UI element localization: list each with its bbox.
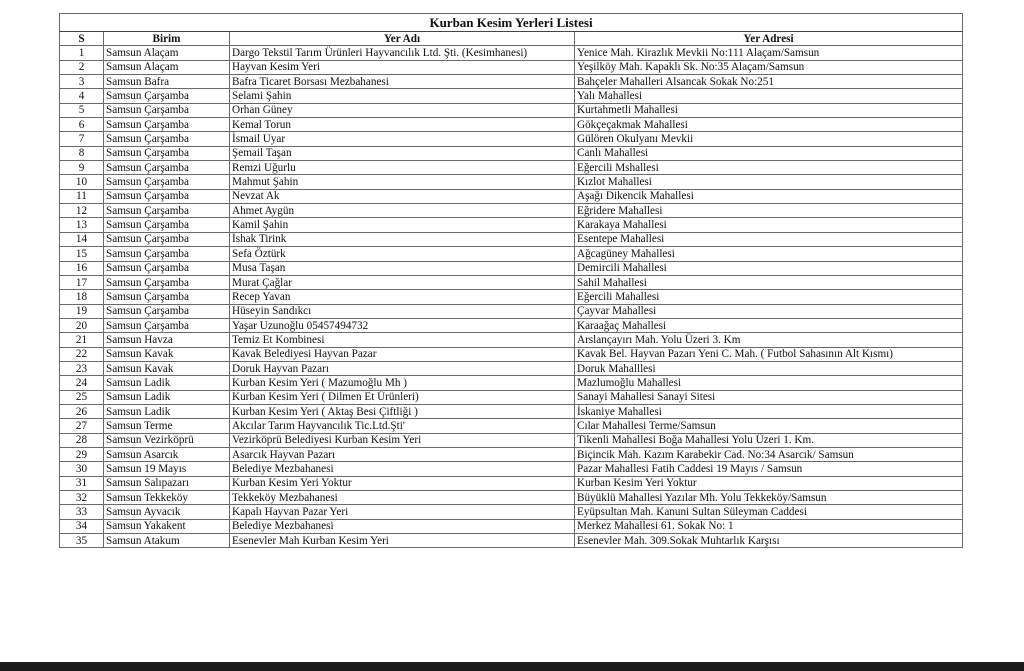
header-place-name: Yer Adı [230, 32, 575, 46]
row-unit: Samsun Bafra [104, 75, 230, 89]
row-place-name: Murat Çağlar [230, 275, 575, 289]
row-number: 14 [60, 232, 104, 246]
row-number: 15 [60, 247, 104, 261]
row-unit: Samsun Tekkeköy [104, 491, 230, 505]
row-number: 21 [60, 333, 104, 347]
row-unit: Samsun Çarşamba [104, 261, 230, 275]
row-place-address: Aşağı Dikencik Mahallesi [575, 189, 963, 203]
row-number: 22 [60, 347, 104, 361]
row-place-name: Bafra Ticaret Borsası Mezbahanesi [230, 75, 575, 89]
table-row [60, 462, 963, 476]
row-number: 13 [60, 218, 104, 232]
row-place-address: Merkez Mahallesi 61. Sokak No: 1 [575, 519, 963, 533]
table-row [60, 261, 963, 275]
table-row [60, 175, 963, 189]
row-place-name: Doruk Hayvan Pazarı [230, 361, 575, 375]
row-place-name: Hayvan Kesim Yeri [230, 60, 575, 74]
row-place-name: Kurban Kesim Yeri ( Mazumoğlu Mh ) [230, 376, 575, 390]
row-place-address: Eyüpsultan Mah. Kanuni Sultan Süleyman Caddesi [575, 505, 963, 519]
row-unit: Samsun Çarşamba [104, 218, 230, 232]
row-place-name: Mahmut Şahin [230, 175, 575, 189]
header-unit: Birim [104, 32, 230, 46]
row-place-address: Büyüklü Mahallesi Yazılar Mh. Yolu Tekkeköy/Samsun [575, 491, 963, 505]
row-unit: Samsun Yakakent [104, 519, 230, 533]
row-place-address: Kurtahmetli Mahallesi [575, 103, 963, 117]
row-unit: Samsun Alaçam [104, 60, 230, 74]
row-place-address: Kızlot Mahallesi [575, 175, 963, 189]
row-place-address: Gülören Okulyanı Mevkii [575, 132, 963, 146]
row-place-name: Musa Taşan [230, 261, 575, 275]
header-place-address: Yer Adresi [575, 32, 963, 46]
row-number: 19 [60, 304, 104, 318]
row-unit: Samsun Ladik [104, 404, 230, 418]
row-place-address: Eğridere Mahallesi [575, 204, 963, 218]
table-row [60, 318, 963, 332]
row-place-name: Akcılar Tarım Hayvancılık Tic.Ltd.Şti' [230, 419, 575, 433]
row-place-address: Bahçeler Mahalleri Alsancak Sokak No:251 [575, 75, 963, 89]
row-number: 7 [60, 132, 104, 146]
row-unit: Samsun Çarşamba [104, 118, 230, 132]
row-place-address: Mazlumoğlu Mahallesi [575, 376, 963, 390]
row-place-name: İsmail Uyar [230, 132, 575, 146]
row-place-name: Kurban Kesim Yeri ( Aktaş Besi Çiftliği ) [230, 404, 575, 418]
row-place-name: Orhan Güney [230, 103, 575, 117]
table-row [60, 347, 963, 361]
row-unit: Samsun Çarşamba [104, 318, 230, 332]
row-place-name: Kapalı Hayvan Pazar Yeri [230, 505, 575, 519]
row-unit: Samsun Atakum [104, 534, 230, 548]
row-number: 34 [60, 519, 104, 533]
row-place-address: Canlı Mahallesi [575, 146, 963, 160]
row-number: 32 [60, 491, 104, 505]
table-row [60, 476, 963, 490]
bottom-frame [0, 662, 1024, 671]
row-number: 27 [60, 419, 104, 433]
row-place-address: Yenice Mah. Kirazlık Mevkii No:111 Alaçam/Samsun [575, 46, 963, 60]
row-place-address: Yalı Mahallesi [575, 89, 963, 103]
row-place-name: Kurban Kesim Yeri Yoktur [230, 476, 575, 490]
row-number: 35 [60, 534, 104, 548]
row-unit: Samsun Ayvacık [104, 505, 230, 519]
table-row [60, 204, 963, 218]
row-unit: Samsun Terme [104, 419, 230, 433]
table-row [60, 146, 963, 160]
title-row [60, 14, 963, 32]
row-place-name: Nevzat Ak [230, 189, 575, 203]
row-number: 9 [60, 161, 104, 175]
table-row [60, 361, 963, 375]
row-place-name: Kamil Şahin [230, 218, 575, 232]
row-number: 3 [60, 75, 104, 89]
row-place-address: Demircili Mahallesi [575, 261, 963, 275]
table-row [60, 218, 963, 232]
row-place-address: Sanayi Mahallesi Sanayi Sitesi [575, 390, 963, 404]
row-unit: Samsun Çarşamba [104, 132, 230, 146]
row-place-address: Yeşilköy Mah. Kapaklı Sk. No:35 Alaçam/Samsun [575, 60, 963, 74]
row-number: 17 [60, 275, 104, 289]
row-place-name: Belediye Mezbahanesi [230, 519, 575, 533]
row-place-address: Karaağaç Mahallesi [575, 318, 963, 332]
row-number: 29 [60, 447, 104, 461]
row-place-name: Tekkeköy Mezbahanesi [230, 491, 575, 505]
row-unit: Samsun Çarşamba [104, 175, 230, 189]
row-number: 12 [60, 204, 104, 218]
row-unit: Samsun Çarşamba [104, 146, 230, 160]
row-unit: Samsun Asarcık [104, 447, 230, 461]
row-unit: Samsun Ladik [104, 376, 230, 390]
row-place-name: Ahmet Aygün [230, 204, 575, 218]
row-number: 18 [60, 290, 104, 304]
table-row [60, 333, 963, 347]
table-row [60, 519, 963, 533]
row-unit: Samsun Havza [104, 333, 230, 347]
row-unit: Samsun Çarşamba [104, 103, 230, 117]
row-place-address: Esenevler Mah. 309.Sokak Muhtarlık Karşısı [575, 534, 963, 548]
row-place-name: Belediye Mezbahanesi [230, 462, 575, 476]
row-number: 24 [60, 376, 104, 390]
row-unit: Samsun Çarşamba [104, 232, 230, 246]
table-row [60, 275, 963, 289]
row-number: 20 [60, 318, 104, 332]
row-place-name: Asarcık Hayvan Pazarı [230, 447, 575, 461]
row-unit: Samsun Çarşamba [104, 275, 230, 289]
row-place-address: Cılar Mahallesi Terme/Samsun [575, 419, 963, 433]
table-row [60, 247, 963, 261]
table-body [60, 46, 963, 548]
header-no: S [60, 32, 104, 46]
row-number: 23 [60, 361, 104, 375]
row-place-address: Pazar Mahallesi Fatih Caddesi 19 Mayıs / Samsun [575, 462, 963, 476]
row-place-address: Arslançayırı Mah. Yolu Üzeri 3. Km [575, 333, 963, 347]
table-row [60, 404, 963, 418]
row-unit: Samsun Çarşamba [104, 204, 230, 218]
slaughter-locations-table [59, 13, 963, 548]
row-unit: Samsun Çarşamba [104, 304, 230, 318]
row-place-address: Ağcagüney Mahallesi [575, 247, 963, 261]
row-place-address: Eğercili Mshallesi [575, 161, 963, 175]
row-unit: Samsun Kavak [104, 347, 230, 361]
row-unit: Samsun Çarşamba [104, 189, 230, 203]
row-place-address: Kurban Kesim Yeri Yoktur [575, 476, 963, 490]
table-row [60, 433, 963, 447]
row-unit: Samsun Çarşamba [104, 290, 230, 304]
row-number: 33 [60, 505, 104, 519]
row-place-address: Gökçeçakmak Mahallesi [575, 118, 963, 132]
header-row [60, 32, 963, 46]
row-place-address: Doruk Mahalllesi [575, 361, 963, 375]
table-row [60, 189, 963, 203]
table-row [60, 491, 963, 505]
row-place-address: Tikenli Mahallesi Boğa Mahallesi Yolu Üzeri 1. Km. [575, 433, 963, 447]
row-unit: Samsun 19 Mayıs [104, 462, 230, 476]
row-place-name: Kurban Kesim Yeri ( Dilmen Et Ürünleri) [230, 390, 575, 404]
table-row [60, 161, 963, 175]
row-place-address: Çayvar Mahallesi [575, 304, 963, 318]
row-number: 4 [60, 89, 104, 103]
row-number: 25 [60, 390, 104, 404]
table-row [60, 376, 963, 390]
table-row [60, 132, 963, 146]
row-number: 28 [60, 433, 104, 447]
table-row [60, 534, 963, 548]
row-place-name: Kemal Torun [230, 118, 575, 132]
table-row [60, 118, 963, 132]
table-row [60, 46, 963, 60]
row-place-name: Sefa Öztürk [230, 247, 575, 261]
row-number: 1 [60, 46, 104, 60]
row-number: 31 [60, 476, 104, 490]
row-place-name: Esenevler Mah Kurban Kesim Yeri [230, 534, 575, 548]
row-unit: Samsun Çarşamba [104, 247, 230, 261]
row-place-name: İshak Tirink [230, 232, 575, 246]
row-number: 8 [60, 146, 104, 160]
row-place-name: Vezirköprü Belediyesi Kurban Kesim Yeri [230, 433, 575, 447]
row-number: 2 [60, 60, 104, 74]
table-row [60, 505, 963, 519]
row-place-name: Temiz Et Kombinesi [230, 333, 575, 347]
row-place-address: Esentepe Mahallesi [575, 232, 963, 246]
row-unit: Samsun Çarşamba [104, 89, 230, 103]
row-unit: Samsun Salıpazarı [104, 476, 230, 490]
row-place-address: Kavak Bel. Hayvan Pazarı Yeni C. Mah. ( Futbol Sahasının Alt Kısmı) [575, 347, 963, 361]
row-number: 11 [60, 189, 104, 203]
row-place-address: Karakaya Mahallesi [575, 218, 963, 232]
table-row [60, 103, 963, 117]
table-row [60, 232, 963, 246]
row-number: 6 [60, 118, 104, 132]
row-place-name: Recep Yavan [230, 290, 575, 304]
row-unit: Samsun Vezirköprü [104, 433, 230, 447]
row-number: 5 [60, 103, 104, 117]
row-place-address: Biçincik Mah. Kazım Karabekir Cad. No:34 Asarcık/ Samsun [575, 447, 963, 461]
row-place-address: Eğercili Mahallesi [575, 290, 963, 304]
row-number: 26 [60, 404, 104, 418]
row-unit: Samsun Kavak [104, 361, 230, 375]
table-row [60, 447, 963, 461]
row-place-name: Yaşar Uzunoğlu 05457494732 [230, 318, 575, 332]
table-row [60, 419, 963, 433]
table-row [60, 60, 963, 74]
table-row [60, 89, 963, 103]
row-place-name: Kavak Belediyesi Hayvan Pazar [230, 347, 575, 361]
table-row [60, 390, 963, 404]
table-title: Kurban Kesim Yerleri Listesi [60, 14, 963, 32]
row-place-name: Remzi Uğurlu [230, 161, 575, 175]
row-unit: Samsun Alaçam [104, 46, 230, 60]
row-place-name: Hüseyin Sandıkcı [230, 304, 575, 318]
table-row [60, 304, 963, 318]
row-unit: Samsun Çarşamba [104, 161, 230, 175]
row-number: 30 [60, 462, 104, 476]
row-unit: Samsun Ladik [104, 390, 230, 404]
table-row [60, 75, 963, 89]
row-place-name: Dargo Tekstil Tarım Ürünleri Hayvancılık Ltd. Şti. (Kesimhanesi) [230, 46, 575, 60]
row-number: 10 [60, 175, 104, 189]
row-place-name: Selami Şahin [230, 89, 575, 103]
row-place-name: Şemail Taşan [230, 146, 575, 160]
row-place-address: İskaniye Mahallesi [575, 404, 963, 418]
table-row [60, 290, 963, 304]
row-place-address: Sahil Mahallesi [575, 275, 963, 289]
row-number: 16 [60, 261, 104, 275]
